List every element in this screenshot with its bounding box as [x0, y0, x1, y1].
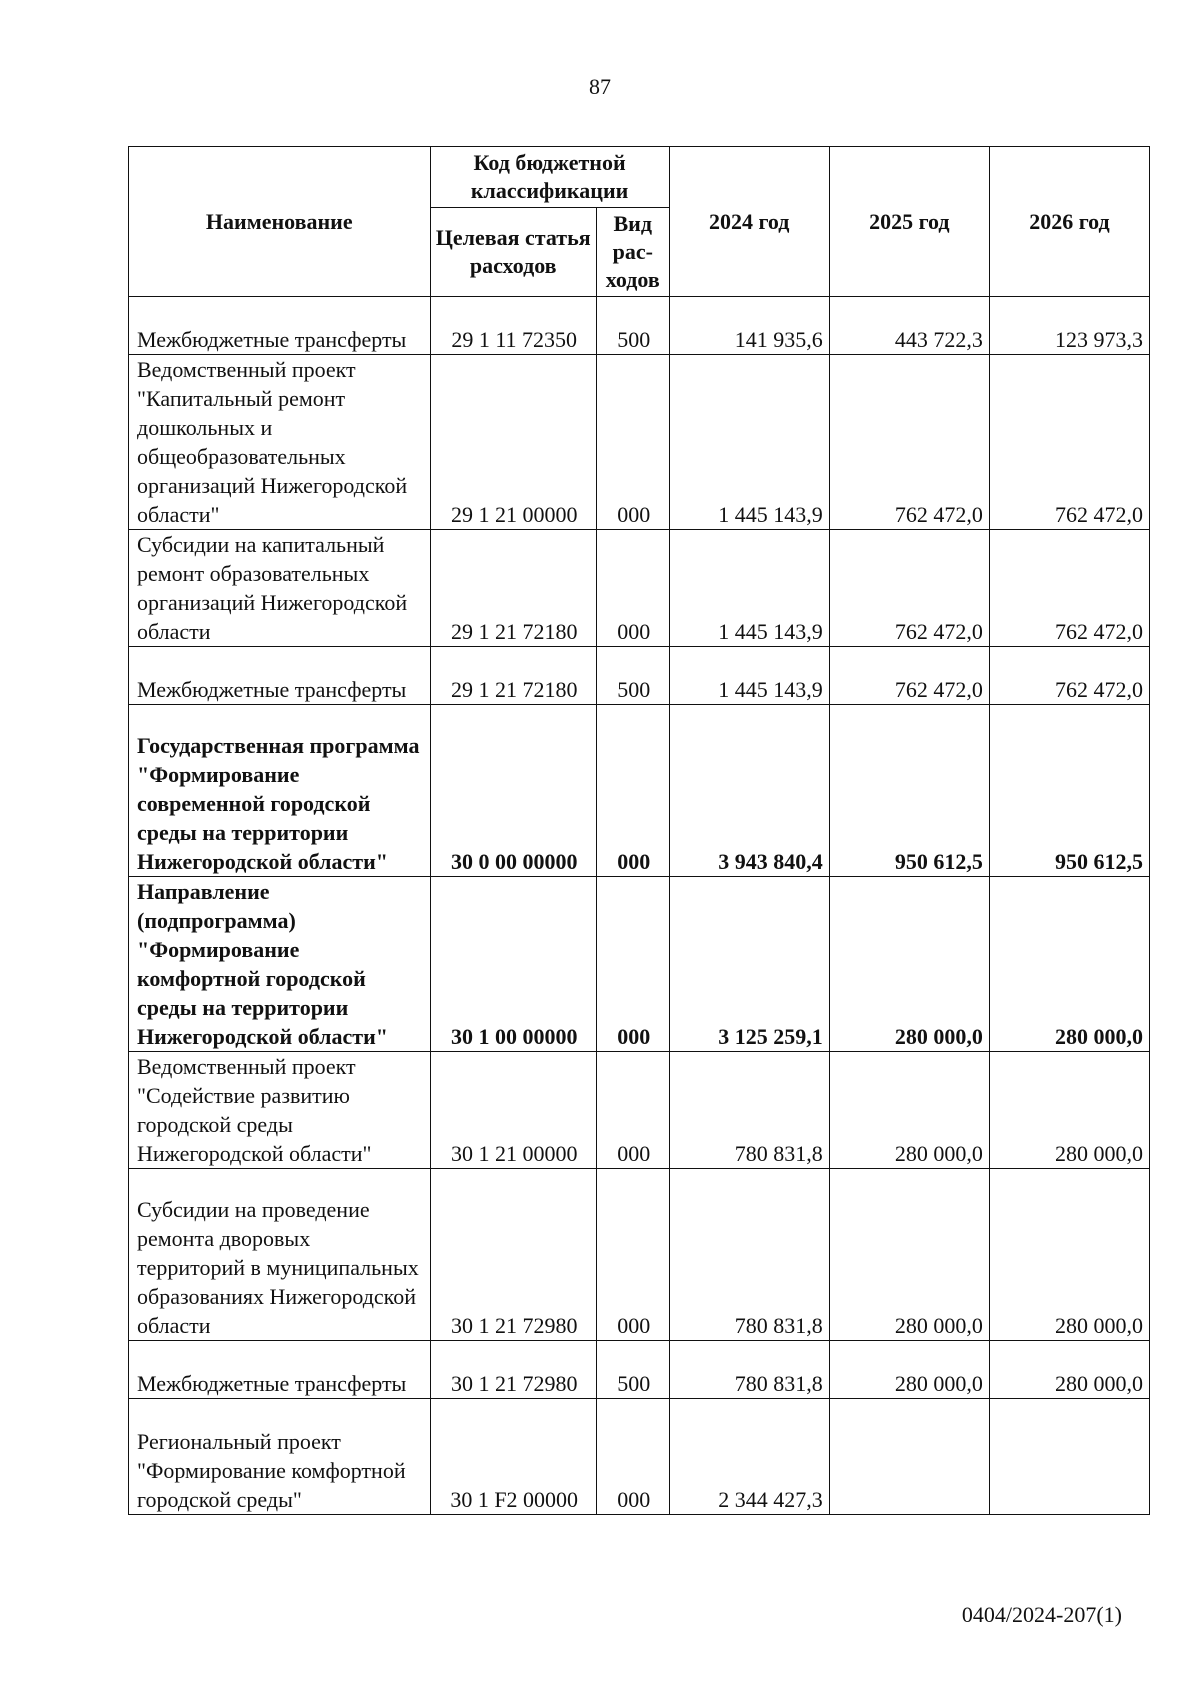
cell-y2026: 762 472,0: [989, 530, 1149, 647]
cell-y2026: 280 000,0: [989, 1169, 1149, 1341]
cell-y2025: 280 000,0: [829, 1169, 989, 1341]
table-row: [129, 647, 1150, 705]
cell-y2024: 3 943 840,4: [669, 705, 829, 877]
page-number: 87: [589, 74, 611, 99]
cell-name: Региональный проект "Формирование комфортной городской среды": [129, 1399, 431, 1515]
cell-y2024: 3 125 259,1: [669, 877, 829, 1052]
cell-y2026: 950 612,5: [989, 705, 1149, 877]
table-row: [129, 1169, 1150, 1341]
cell-type: 000: [596, 1399, 669, 1515]
cell-name: Направление (подпрограмма) "Формирование комфортной городской среды на территории Нижегородской области": [129, 877, 431, 1052]
cell-y2025: 762 472,0: [829, 355, 989, 530]
header-target: Целевая статья расходов: [430, 208, 596, 297]
cell-target: 29 1 21 72180: [430, 647, 596, 705]
cell-name: Субсидии на капитальный ремонт образовательных организаций Нижегородской области: [129, 530, 431, 647]
table-row: [129, 1399, 1150, 1515]
cell-name: Ведомственный проект "Капитальный ремонт дошкольных и общеобразовательных организаций Нижегородской области": [129, 355, 431, 530]
cell-y2025: 950 612,5: [829, 705, 989, 877]
cell-target: 30 1 F2 00000: [430, 1399, 596, 1515]
cell-type: 000: [596, 877, 669, 1052]
header-2025: 2025 год: [829, 147, 989, 297]
cell-name: Ведомственный проект "Содействие развитию городской среды Нижегородской области": [129, 1052, 431, 1169]
table-row: [129, 1052, 1150, 1169]
cell-y2026: 280 000,0: [989, 1052, 1149, 1169]
cell-y2024: 780 831,8: [669, 1052, 829, 1169]
cell-y2025: 762 472,0: [829, 530, 989, 647]
cell-type: 000: [596, 1052, 669, 1169]
cell-type: 500: [596, 1341, 669, 1399]
cell-y2026: [989, 1399, 1149, 1515]
header-code-group: Код бюджетной классификации: [430, 147, 669, 208]
header-2024: 2024 год: [669, 147, 829, 297]
cell-target: 30 0 00 00000: [430, 705, 596, 877]
cell-target: 29 1 11 72350: [430, 297, 596, 355]
cell-y2025: [829, 1399, 989, 1515]
cell-target: 29 1 21 00000: [430, 355, 596, 530]
header-2026: 2026 год: [989, 147, 1149, 297]
cell-name: Государственная программа "Формирование современной городской среды на территории Нижегородской области": [129, 705, 431, 877]
cell-y2024: 1 445 143,9: [669, 530, 829, 647]
header-type: Вид рас-ходов: [596, 208, 669, 297]
cell-target: 30 1 21 00000: [430, 1052, 596, 1169]
cell-y2026: 762 472,0: [989, 647, 1149, 705]
cell-y2025: 443 722,3: [829, 297, 989, 355]
cell-y2024: 780 831,8: [669, 1169, 829, 1341]
cell-y2026: 280 000,0: [989, 877, 1149, 1052]
cell-type: 500: [596, 297, 669, 355]
cell-type: 000: [596, 355, 669, 530]
table-row: [129, 705, 1150, 877]
cell-type: 000: [596, 1169, 669, 1341]
budget-table: [128, 146, 1150, 1515]
cell-y2024: 141 935,6: [669, 297, 829, 355]
cell-y2024: 1 445 143,9: [669, 647, 829, 705]
cell-y2025: 280 000,0: [829, 877, 989, 1052]
cell-y2026: 280 000,0: [989, 1341, 1149, 1399]
cell-type: 000: [596, 530, 669, 647]
cell-y2026: 123 973,3: [989, 297, 1149, 355]
cell-y2025: 762 472,0: [829, 647, 989, 705]
cell-name: Субсидии на проведение ремонта дворовых территорий в муниципальных образованиях Нижегородской области: [129, 1169, 431, 1341]
cell-y2026: 762 472,0: [989, 355, 1149, 530]
cell-name: Межбюджетные трансферты: [129, 1341, 431, 1399]
table-row: [129, 530, 1150, 647]
cell-y2025: 280 000,0: [829, 1341, 989, 1399]
table-row: [129, 355, 1150, 530]
cell-name: Межбюджетные трансферты: [129, 297, 431, 355]
cell-target: 29 1 21 72180: [430, 530, 596, 647]
cell-name: Межбюджетные трансферты: [129, 647, 431, 705]
cell-type: 000: [596, 705, 669, 877]
cell-target: 30 1 21 72980: [430, 1341, 596, 1399]
header-name: Наименование: [129, 147, 431, 297]
table-row: [129, 877, 1150, 1052]
cell-y2024: 780 831,8: [669, 1341, 829, 1399]
cell-target: 30 1 21 72980: [430, 1169, 596, 1341]
cell-type: 500: [596, 647, 669, 705]
cell-y2025: 280 000,0: [829, 1052, 989, 1169]
cell-y2024: 2 344 427,3: [669, 1399, 829, 1515]
table-row: [129, 1341, 1150, 1399]
table-row: [129, 297, 1150, 355]
cell-y2024: 1 445 143,9: [669, 355, 829, 530]
cell-target: 30 1 00 00000: [430, 877, 596, 1052]
document-code: 0404/2024-207(1): [961, 1602, 1122, 1627]
